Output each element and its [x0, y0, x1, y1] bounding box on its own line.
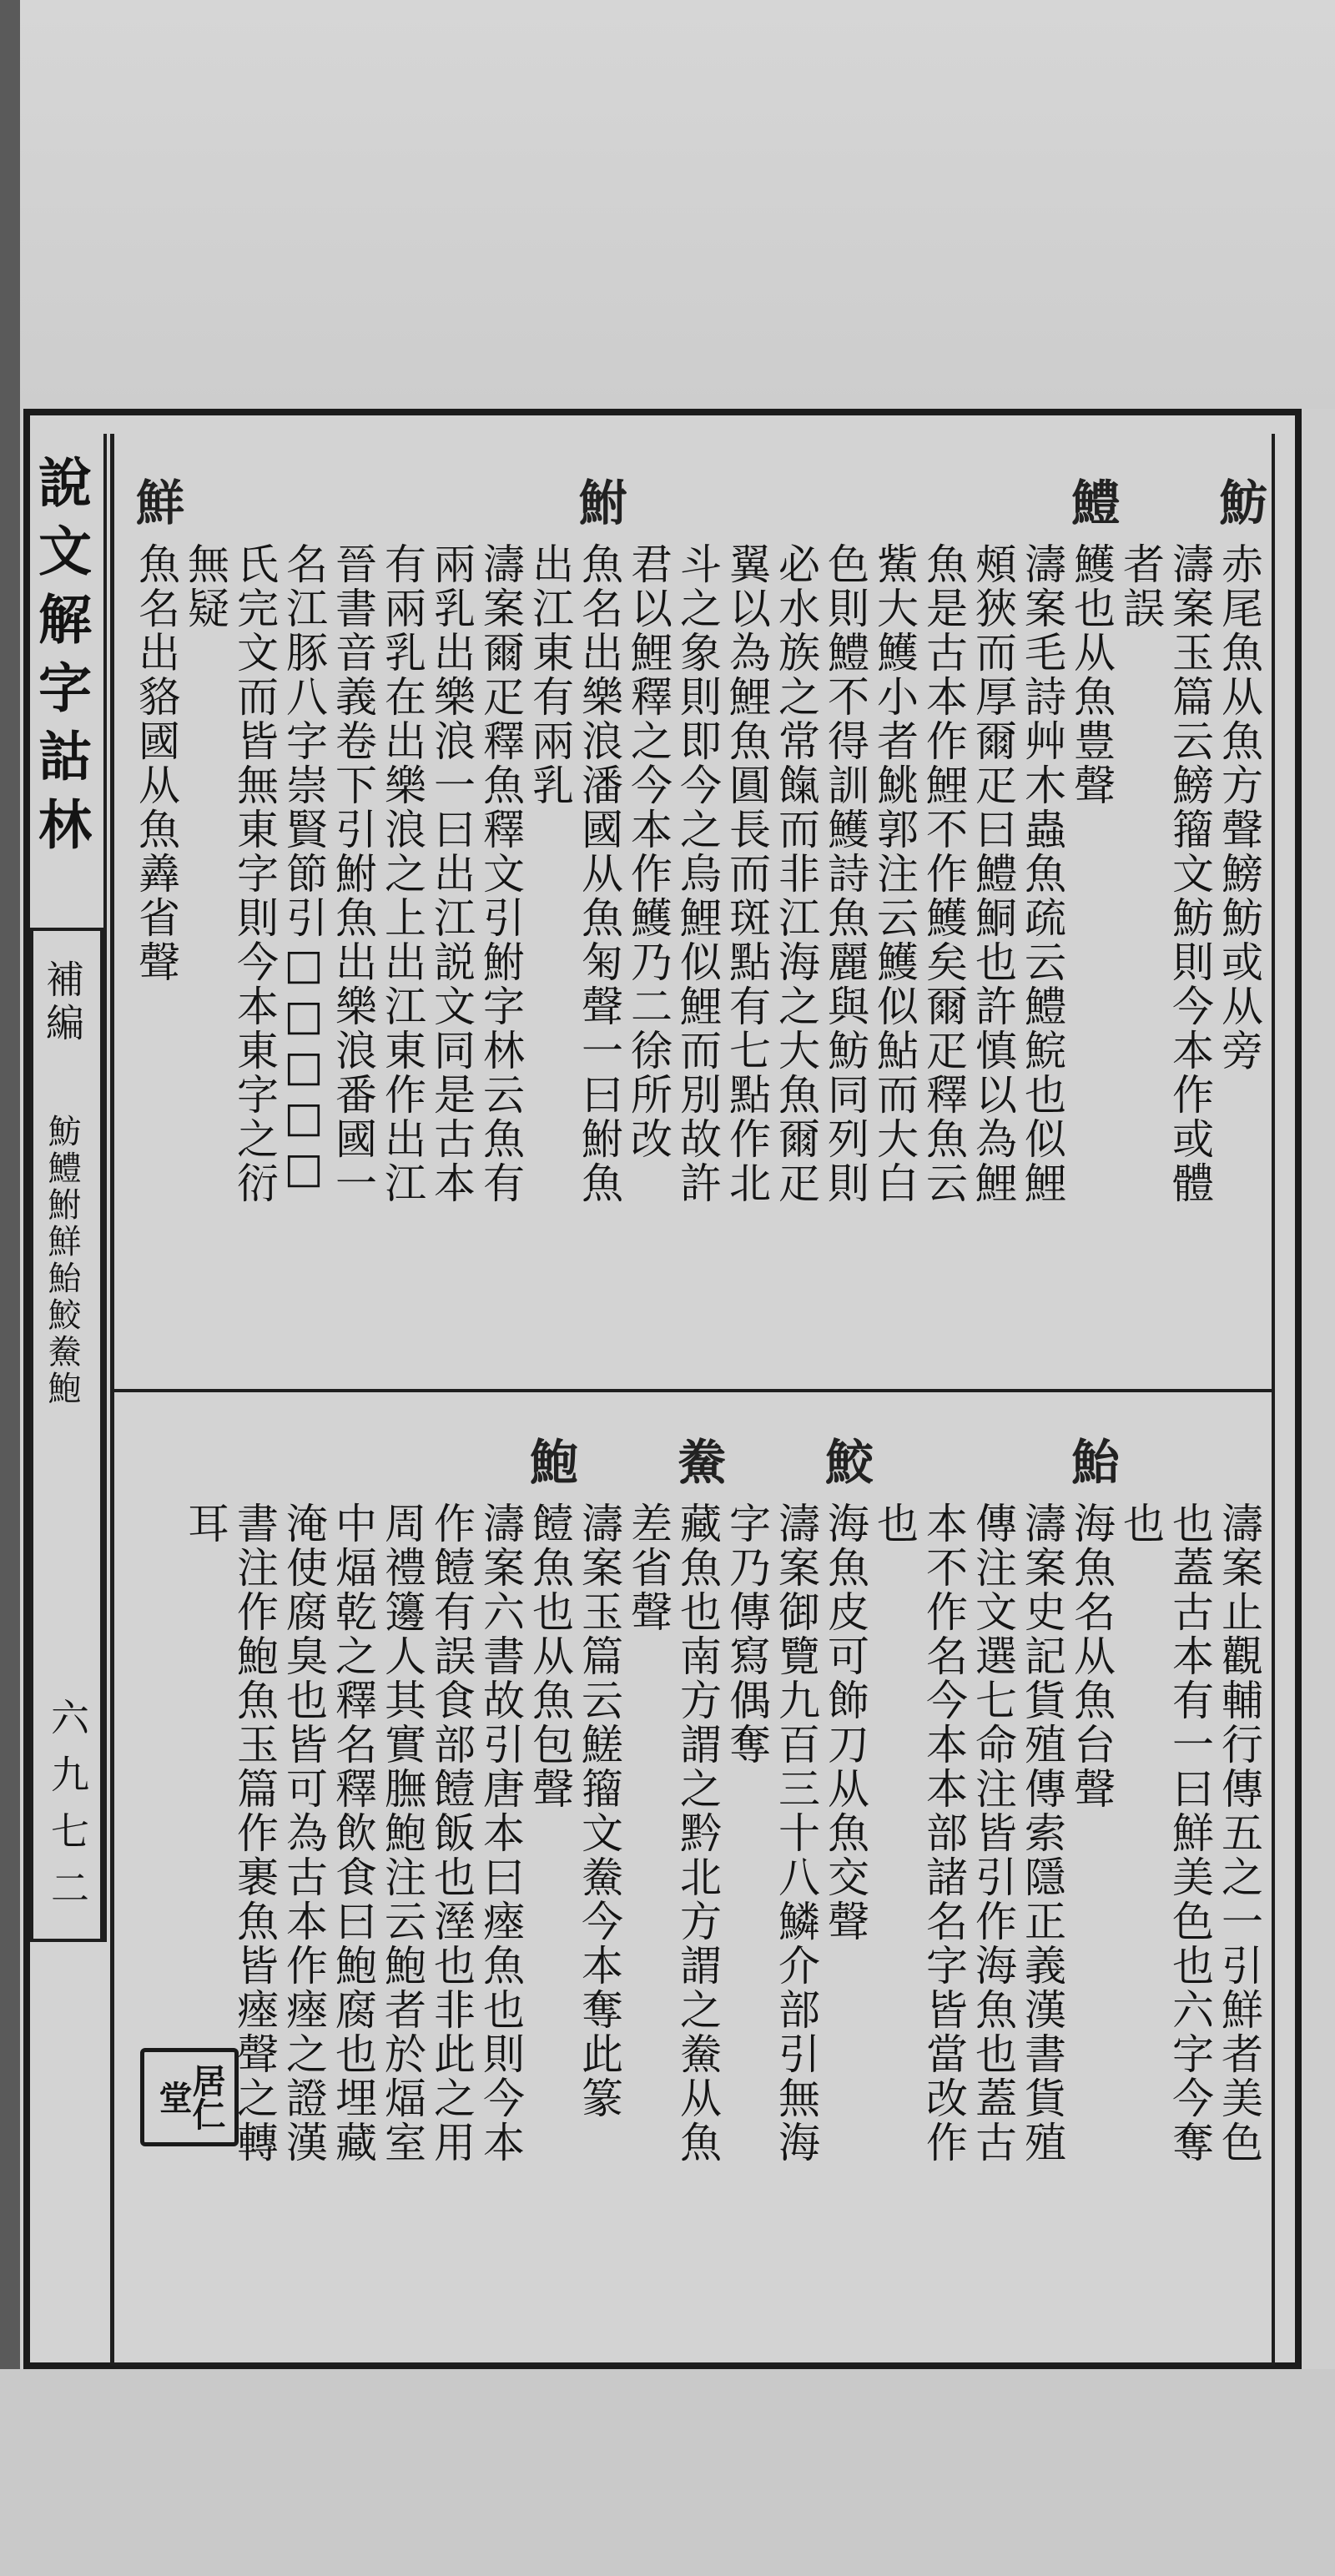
text-column: 也	[870, 1502, 919, 1546]
seal-headword: 魴	[1211, 477, 1267, 526]
text-column: 名江豚八字崇賢節引□□□□□	[280, 542, 328, 1195]
text-column: 鮆大鱯小者鮡郭注云鱯似鮎而大白	[870, 542, 919, 1205]
text-column: 濤案玉篇云鰟籀文魴則今本作或體	[1166, 542, 1214, 1205]
text-column: 中煏乾之釋名釋飲食曰鮑腐也埋藏	[329, 1502, 377, 2165]
paper-bottom-margin	[0, 2369, 1335, 2576]
text-column: 作饐有誤食部饐飯也溼也非此之用	[427, 1502, 476, 2165]
entries-list: 魴鱧鮒鮮鮐鮫鮝鮑	[43, 1114, 81, 1407]
text-column: 翼以為鯉魚圓長而斑點有七點作北	[723, 542, 771, 1205]
paper-top-margin	[0, 0, 1335, 409]
text-column: 斗之象則即今之烏鯉似鯉而別故許	[673, 542, 722, 1205]
text-column: 有兩乳在出樂浪之上出江東作出江	[378, 542, 426, 1205]
text-column: 差省聲	[624, 1502, 673, 1634]
text-column: 周禮籩人其實膴鮑注云鮑者於煏室	[378, 1502, 426, 2165]
text-column: 頰狹而厚爾疋曰鱧鮦也許慎以為鯉	[969, 542, 1017, 1205]
seal-headword: 鮝	[669, 1436, 726, 1485]
text-column: 饐魚也从魚包聲	[526, 1502, 574, 1811]
text-column: 魚名出樂浪潘國从魚匊聲一曰鮒魚	[575, 542, 623, 1205]
seal-headword: 鱧	[1063, 477, 1120, 526]
text-column: 晉書音義卷下引鮒魚出樂浪番國一	[329, 542, 377, 1205]
seal-stamp: 居仁堂	[140, 2048, 239, 2146]
text-column: 濤案玉篇云䱹籀文鮝今本奪此篆	[575, 1502, 623, 2121]
text-column: 君以鯉釋之今本作鱯乃二徐所改	[624, 542, 673, 1161]
text-column: 兩乳出樂浪一曰出江説文同是古本	[427, 542, 476, 1205]
text-column: 氏完文而皆無東字則今本東字之衍	[230, 542, 279, 1205]
half-divider	[110, 1389, 1275, 1392]
text-column: 濤案御覽九百三十八鱗介部引無海	[772, 1502, 820, 2165]
section-name: 補編	[40, 959, 85, 1046]
seal-headword: 鮑	[521, 1436, 578, 1485]
text-column: 海魚皮可飾刀从魚交聲	[821, 1502, 869, 1944]
text-column: 傳注文選七命注皆引作海魚也蓋古	[969, 1502, 1017, 2165]
text-column: 色則鱧不得訓鱯詩魚麗與魴同列則	[821, 542, 869, 1205]
text-column: 鱯也从魚豊聲	[1067, 542, 1116, 808]
seal-headword: 鮮	[128, 477, 184, 526]
text-column: 藏魚也南方謂之黔北方謂之鮝从魚	[673, 1502, 722, 2165]
text-column: 淹使腐臭也皆可為古本作瘞之證漢	[280, 1502, 328, 2165]
book-title: 說文解字詁林	[29, 455, 92, 865]
text-column: 出江東有兩乳	[526, 542, 574, 808]
text-column: 者誤	[1116, 542, 1165, 631]
text-column: 濤案爾疋釋魚釋文引鮒字林云魚有	[476, 542, 525, 1205]
text-column: 赤尾魚从魚方聲鰟魴或从旁	[1215, 542, 1263, 1073]
text-column: 海魚名从魚台聲	[1067, 1502, 1116, 1811]
seal-headword: 鮒	[571, 477, 627, 526]
text-column: 字乃傳寫偶奪	[723, 1502, 771, 1767]
text-column: 魚名出貉國从魚羴省聲	[132, 542, 180, 984]
text-column: 魚是古本作鯉不作鱯矣爾疋釋魚云	[919, 542, 968, 1205]
text-column: 濤案止觀輔行傳五之一引鮮者美色	[1215, 1502, 1263, 2165]
text-column: 耳	[181, 1502, 229, 1546]
text-column: 濤案六書故引唐本曰瘞魚也則今本	[476, 1502, 525, 2165]
page-number: 六九七二	[45, 1698, 90, 1924]
page-left-edge	[0, 0, 20, 2576]
text-column: 書注作鮑魚玉篇作裹魚皆瘞聲之轉	[230, 1502, 279, 2165]
text-column: 濤案史記貨殖傳索隱正義漢書貨殖	[1018, 1502, 1066, 2165]
text-column: 無疑	[181, 542, 229, 631]
text-column: 也蓋古本有一曰鮮美色也六字今奪	[1166, 1502, 1214, 2165]
text-column: 也	[1116, 1502, 1165, 1546]
seal-headword: 鮫	[817, 1436, 874, 1485]
text-column: 濤案毛詩艸木蟲魚疏云鱧鯇也似鯉	[1018, 542, 1066, 1205]
text-column: 必水族之常餼而非江海之大魚爾疋	[772, 542, 820, 1205]
seal-headword: 鮐	[1063, 1436, 1120, 1485]
text-column: 本不作名今本本部諸名字皆當改作	[919, 1502, 968, 2165]
